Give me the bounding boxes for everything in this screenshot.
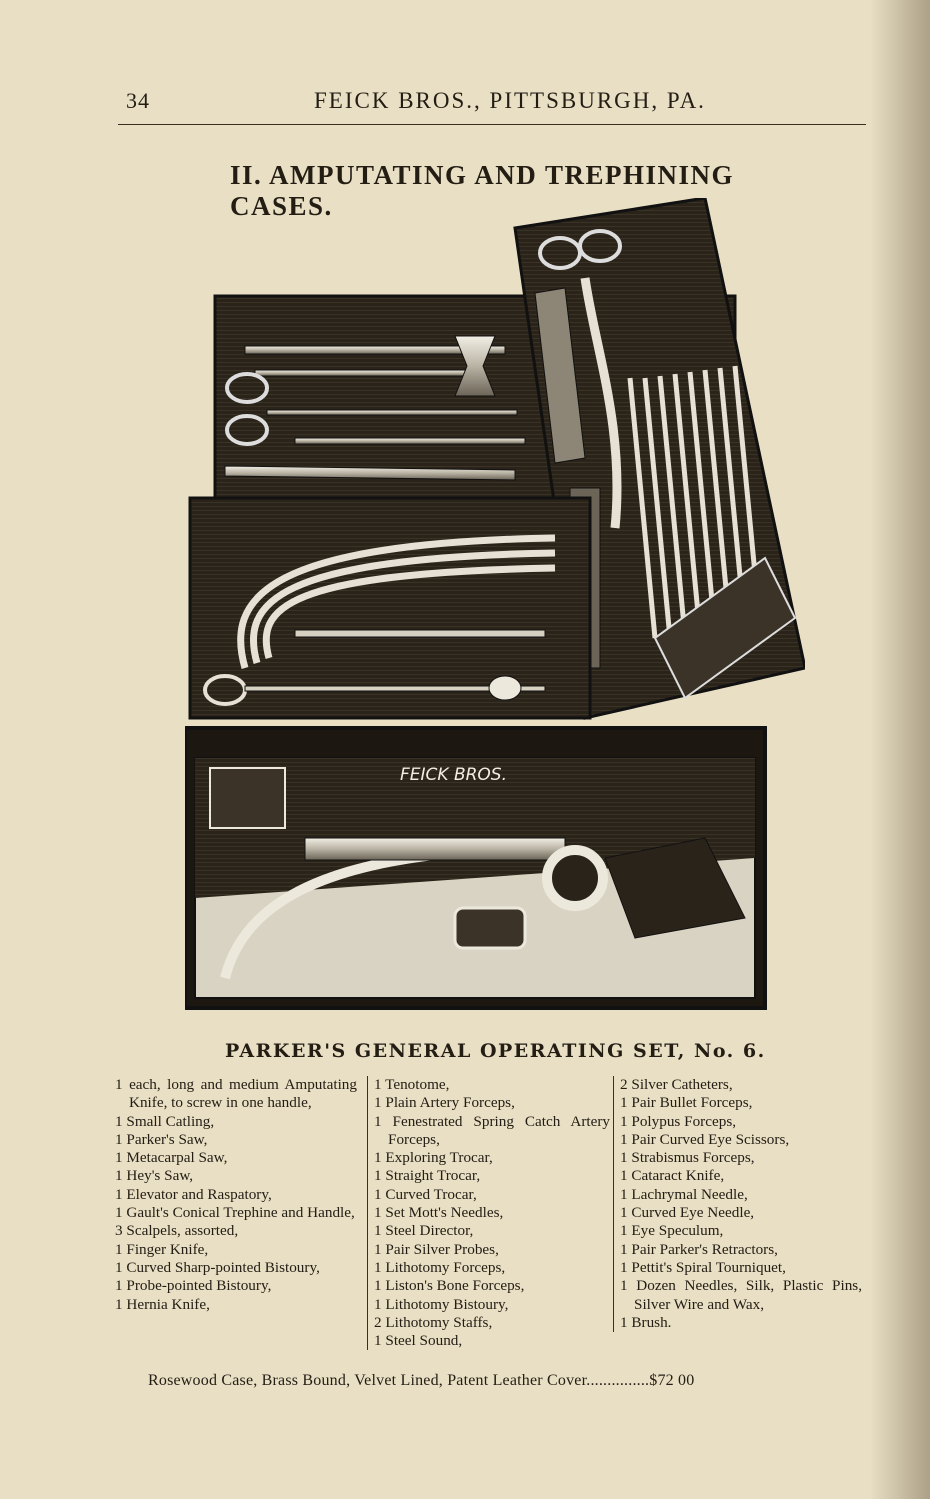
list-item: 1 Steel Director, [374,1222,474,1240]
list-item: 1 Metacarpal Saw, [115,1149,228,1167]
list-item: 1 Dozen Needles, Silk, Plastic Pins, Silver Wire and Wax, [620,1277,862,1313]
list-item: 1 Pair Parker's Retractors, [620,1240,778,1258]
section-title: II. AMPUTATING AND TREPHINING CASES. [230,160,735,221]
list-item: 1 Exploring Trocar, [374,1149,493,1167]
list-item: 1 Straight Trocar, [374,1167,481,1185]
list-item: 1 each, long and medium Amputating Knife, to screw in one handle, [115,1076,357,1112]
list-item: 1 Pair Bullet Forceps, [620,1094,753,1112]
list-item: 1 Small Catling, [115,1112,215,1130]
list-item: 1 Parker's Saw, [115,1130,208,1148]
page-number: 34 [126,88,150,113]
list-item: 1 Polypus Forceps, [620,1112,737,1130]
list-item: 1 Pettit's Spiral Tourniquet, [620,1258,786,1276]
list-item: 1 Curved Trocar, [374,1185,477,1203]
page-edge-shadow [870,0,930,1499]
list-item: 1 Eye Speculum, [620,1222,724,1240]
contents-list [115,1076,862,1366]
list-item: 1 Liston's Bone Forceps, [374,1277,525,1295]
list-item: 1 Steel Sound, [374,1332,463,1350]
list-item: 1 Hernia Knife, [115,1295,210,1313]
price-line: Rosewood Case, Brass Bound, Velvet Lined, Patent Leather Cover...............$72 00 [148,1372,695,1389]
instrument-case-illustration [185,198,805,1013]
list-item: 1 Pair Silver Probes, [374,1240,499,1258]
list-item: 3 Scalpels, assorted, [115,1222,239,1240]
set-title: PARKER'S GENERAL OPERATING SET, No. 6. [225,1040,766,1062]
list-item: 1 Curved Eye Needle, [620,1204,755,1222]
list-item: 1 Set Mott's Needles, [374,1204,504,1222]
list-item: 1 Fenestrated Spring Catch Artery Forceps, [374,1112,610,1148]
list-item: 1 Cataract Knife, [620,1167,725,1185]
list-item: 2 Silver Catheters, [620,1076,733,1093]
page-header [118,88,858,122]
list-item: 1 Probe-pointed Bistoury, [115,1277,272,1295]
engraving-svg [185,198,805,1013]
list-item: 1 Lithotomy Forceps, [374,1258,506,1276]
list-item: 1 Gault's Conical Trephine and Handle, [115,1204,355,1222]
contents-column-3 [613,1076,862,1332]
list-item: 1 Strabismus Forceps, [620,1149,755,1167]
running-head: FEICK BROS., PITTSBURGH, PA. [314,88,706,113]
list-item: 1 Lachrymal Needle, [620,1185,748,1203]
contents-column-1 [115,1076,357,1314]
list-item: 1 Tenotome, [374,1076,450,1093]
list-item: 1 Brush. [620,1313,672,1331]
list-item: 2 Lithotomy Staffs, [374,1313,493,1331]
list-item: 1 Pair Curved Eye Scissors, [620,1130,790,1148]
list-item: 1 Hey's Saw, [115,1167,194,1185]
list-item: 1 Lithotomy Bistoury, [374,1295,509,1313]
list-item: 1 Finger Knife, [115,1240,209,1258]
list-item: 1 Elevator and Raspatory, [115,1185,272,1203]
list-item: 1 Curved Sharp-pointed Bistoury, [115,1258,320,1276]
case-label: FEICK BROS. [400,765,508,785]
header-rule [118,124,866,125]
list-item: 1 Plain Artery Forceps, [374,1094,515,1112]
contents-column-2 [367,1076,610,1350]
